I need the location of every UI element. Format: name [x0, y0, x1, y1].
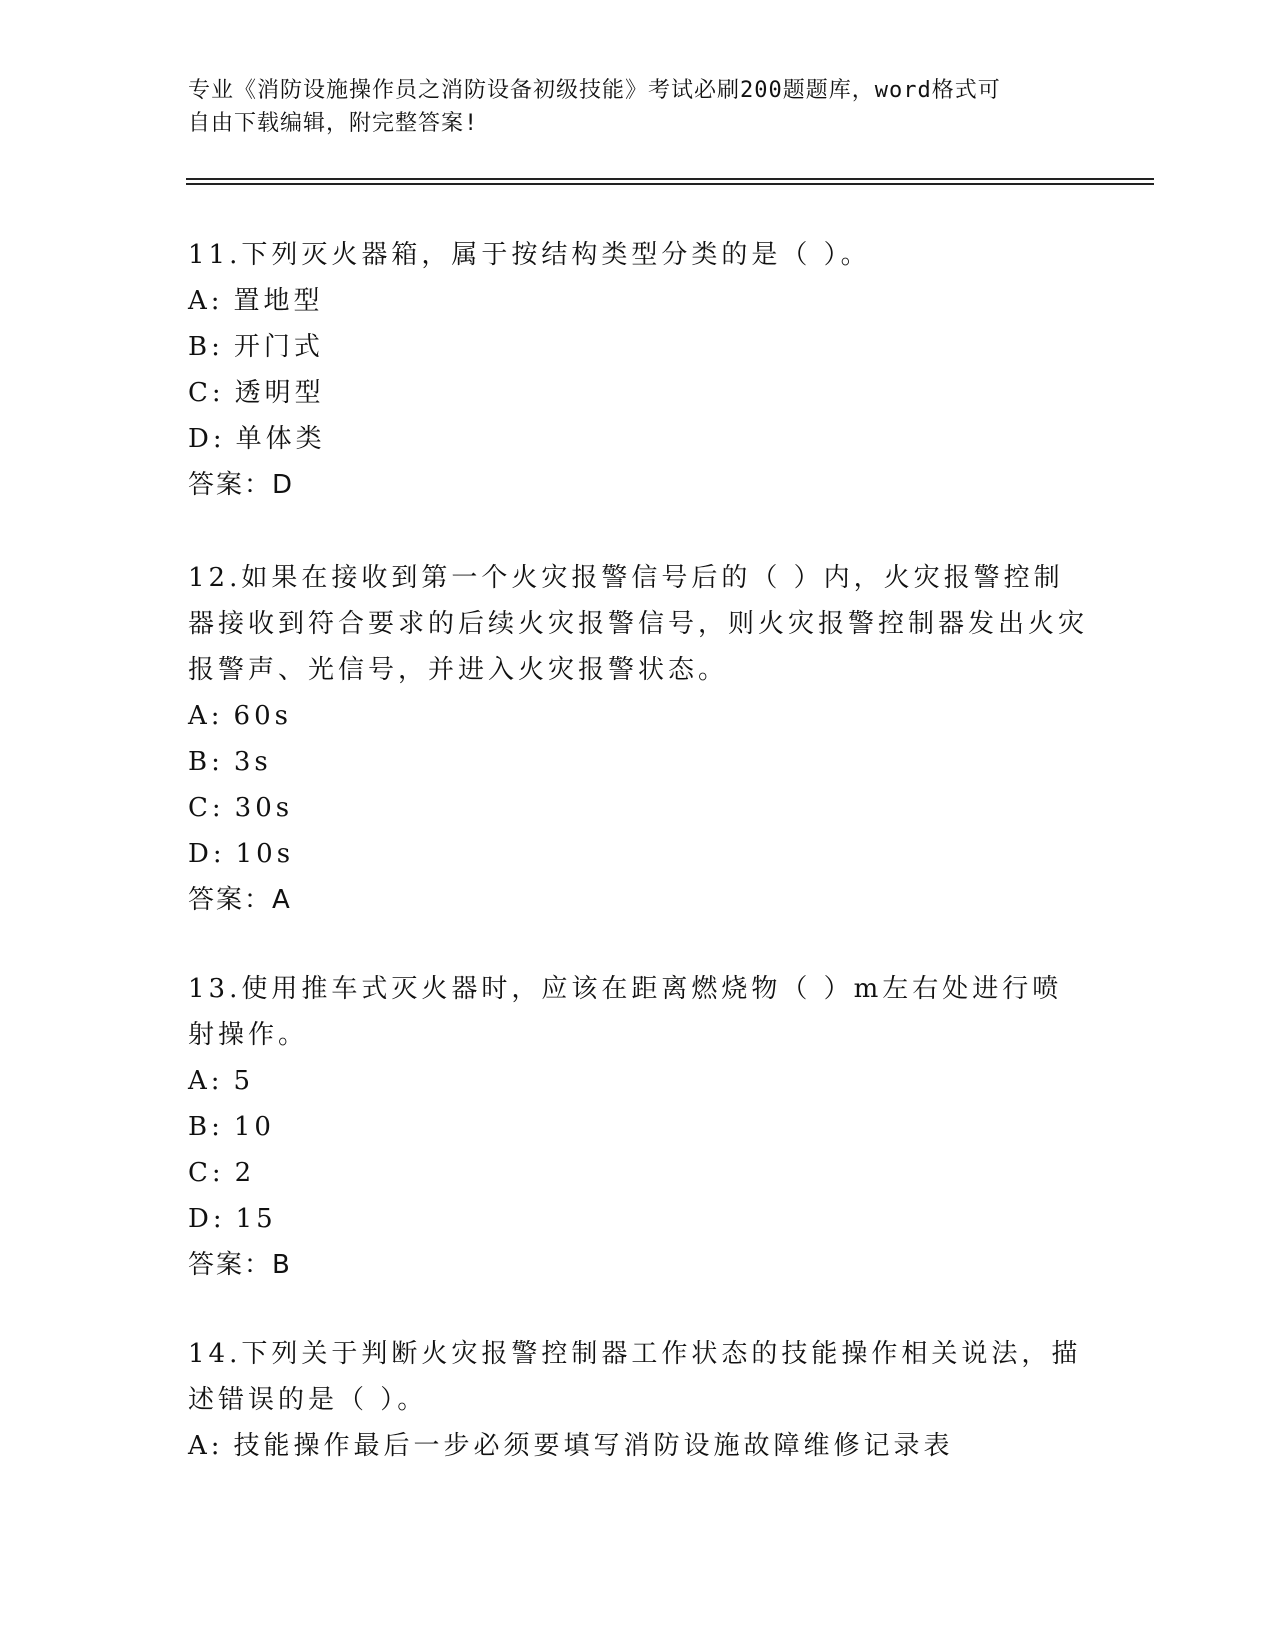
option-a: [188, 1423, 1088, 1469]
question-11: [188, 232, 1088, 508]
option-text: 10: [233, 1112, 275, 1142]
header-divider-bottom: [186, 183, 1154, 185]
question-text: 11.下列灭火器箱，属于按结构类型分类的是（ ）。: [188, 240, 871, 270]
answer: 答案：A: [188, 885, 292, 915]
option-separator: :: [212, 1204, 226, 1234]
question-12: [188, 555, 1088, 923]
question-13: [188, 966, 1088, 1288]
option-letter: B: [188, 747, 212, 777]
option-letter: C: [188, 793, 212, 823]
option-text: 技能操作最后一步必须要填写消防设施故障维修记录表: [233, 1431, 954, 1461]
option-separator: :: [211, 793, 225, 823]
option-letter: A: [188, 1066, 211, 1096]
option-d: [188, 831, 1088, 877]
option-text: 60s: [233, 701, 292, 731]
option-text: 3s: [233, 747, 272, 777]
option-letter: B: [188, 332, 212, 362]
option-text: 单体类: [235, 424, 326, 454]
option-letter: C: [188, 1158, 212, 1188]
header-line-1: 专业《消防设施操作员之消防设备初级技能》考试必刷200题题库，word格式可: [188, 78, 1001, 103]
option-letter: A: [188, 286, 211, 316]
option-letter: A: [188, 1431, 211, 1461]
option-separator: :: [212, 424, 226, 454]
option-c: [188, 370, 1088, 416]
option-separator: :: [211, 1158, 225, 1188]
option-text: 置地型: [233, 286, 324, 316]
option-separator: :: [210, 1431, 224, 1461]
option-text: 30s: [234, 793, 294, 823]
answer: 答案：D: [188, 470, 295, 500]
option-separator: :: [211, 747, 224, 777]
question-14: [188, 1331, 1088, 1469]
option-c: [188, 1150, 1088, 1196]
question-text: 13.使用推车式灭火器时，应该在距离燃烧物（ ）m左右处进行喷射操作。: [188, 974, 1063, 1050]
option-separator: :: [210, 1066, 224, 1096]
option-text: 开门式: [233, 332, 324, 362]
answer: 答案：B: [188, 1250, 292, 1280]
option-d: [188, 1196, 1088, 1242]
option-a: [188, 1058, 1088, 1104]
option-c: [188, 785, 1088, 831]
document-header: [188, 74, 1088, 140]
option-letter: D: [188, 424, 213, 454]
option-a: [188, 693, 1088, 739]
option-separator: :: [211, 1112, 224, 1142]
option-b: [188, 739, 1088, 785]
option-separator: :: [212, 839, 226, 869]
option-letter: D: [188, 1204, 213, 1234]
option-a: [188, 278, 1088, 324]
header-divider-top: [186, 178, 1154, 180]
option-separator: :: [211, 332, 224, 362]
option-text: 10s: [235, 839, 295, 869]
option-letter: D: [188, 839, 213, 869]
option-separator: :: [211, 378, 225, 408]
option-text: 5: [233, 1066, 255, 1096]
option-letter: B: [188, 1112, 212, 1142]
option-b: [188, 1104, 1088, 1150]
option-d: [188, 416, 1088, 462]
option-text: 透明型: [234, 378, 325, 408]
option-text: 15: [235, 1204, 277, 1234]
option-text: 2: [234, 1158, 256, 1188]
option-letter: A: [188, 701, 211, 731]
option-b: [188, 324, 1088, 370]
option-separator: :: [210, 701, 224, 731]
question-text: 12.如果在接收到第一个火灾报警信号后的（ ）内，火灾报警控制器接收到符合要求的后续火灾报警信号，则火灾报警控制器发出火灾报警声、光信号，并进入火灾报警状态。: [188, 563, 1089, 685]
header-line-2: 自由下载编辑，附完整答案!: [188, 111, 479, 136]
option-separator: :: [210, 286, 224, 316]
question-text: 14.下列关于判断火灾报警控制器工作状态的技能操作相关说法，描述错误的是（ ）。: [188, 1339, 1082, 1415]
option-letter: C: [188, 378, 212, 408]
